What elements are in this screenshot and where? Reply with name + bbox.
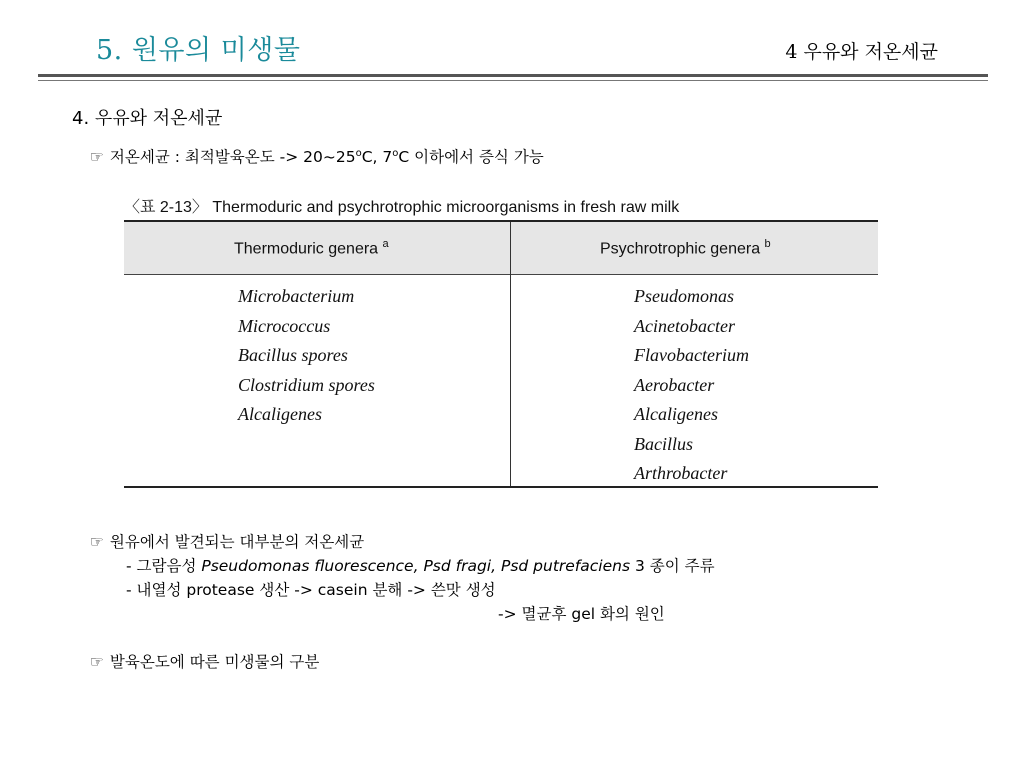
microorganism-table bbox=[120, 192, 880, 492]
pointing-hand-icon: ☞ bbox=[90, 533, 104, 551]
notes-line-gram-negative bbox=[126, 554, 715, 576]
genus-item: Micrococcus bbox=[238, 315, 331, 336]
thermoduric-genera-list bbox=[238, 282, 375, 430]
slide-title: 5. 원유의 미생물 bbox=[96, 35, 301, 66]
header-divider-thin bbox=[38, 80, 988, 81]
definition-bullet bbox=[90, 145, 544, 167]
slide-subtitle: 4 우유와 저온세균 bbox=[785, 41, 938, 63]
growth-temperature-label: 발육온도에 따른 미생물의 구분 bbox=[109, 653, 320, 671]
notes-line1-suffix: 3 종이 주류 bbox=[630, 557, 715, 575]
definition-mid: C, 7 bbox=[361, 148, 393, 166]
genus-item: Flavobacterium bbox=[634, 345, 749, 365]
notes-line1-prefix: - 그람음성 bbox=[126, 557, 202, 575]
thermoduric-header bbox=[234, 238, 389, 258]
growth-temperature-bullet bbox=[90, 650, 319, 672]
notes-heading: 원유에서 발견되는 대부분의 저온세균 bbox=[109, 533, 365, 551]
psychrotrophic-genera-list bbox=[634, 282, 749, 489]
genus-item: Bacillus spores bbox=[238, 345, 348, 365]
definition-prefix: 저온세균 : 최적발육온도 -> 20~25 bbox=[109, 148, 356, 166]
table-top-rule bbox=[124, 220, 878, 222]
footnote-mark: b bbox=[764, 238, 771, 250]
species-names: Pseudomonas fluorescence, Psd fragi, Psd putrefaciens bbox=[201, 557, 631, 575]
psychrotrophic-header-label: Psychrotrophic genera bbox=[600, 240, 761, 258]
genus-item: Aerobacter bbox=[634, 374, 715, 395]
psychrotrophic-header bbox=[600, 238, 771, 258]
genus-item: Arthrobacter bbox=[634, 463, 728, 483]
genus-item: Alcaligenes bbox=[634, 404, 718, 424]
section-heading: 4. 우유와 저온세균 bbox=[72, 108, 223, 129]
genus-item: Microbacterium bbox=[238, 286, 355, 306]
footnote-mark: a bbox=[382, 238, 389, 250]
table-caption: 〈표 2-13〉 Thermoduric and psychrotrophic microorganisms in fresh raw milk bbox=[124, 199, 680, 216]
degree-mark: o bbox=[355, 147, 362, 159]
genus-item: Bacillus bbox=[634, 433, 693, 454]
table-body bbox=[124, 220, 878, 490]
notes-line-protease: - 내열성 protease 생산 -> casein 분해 -> 쓴맛 생성 bbox=[126, 581, 496, 599]
thermoduric-header-label: Thermoduric genera bbox=[234, 240, 379, 258]
genus-item: Alcaligenes bbox=[238, 404, 322, 424]
table-column-divider bbox=[510, 222, 511, 488]
notes-line-gelation: -> 멸균후 gel 화의 원인 bbox=[498, 605, 665, 623]
genus-item: Acinetobacter bbox=[634, 315, 735, 336]
genus-item: Clostridium spores bbox=[238, 374, 375, 395]
pointing-hand-icon: ☞ bbox=[90, 148, 104, 166]
degree-mark: o bbox=[392, 147, 399, 159]
table-bottom-rule bbox=[124, 486, 878, 488]
pointing-hand-icon: ☞ bbox=[90, 653, 104, 671]
header-divider-thick bbox=[38, 74, 988, 77]
genus-item: Pseudomonas bbox=[634, 286, 734, 306]
definition-suffix: C 이하에서 증식 가능 bbox=[398, 148, 544, 166]
notes-bullet bbox=[90, 530, 364, 552]
